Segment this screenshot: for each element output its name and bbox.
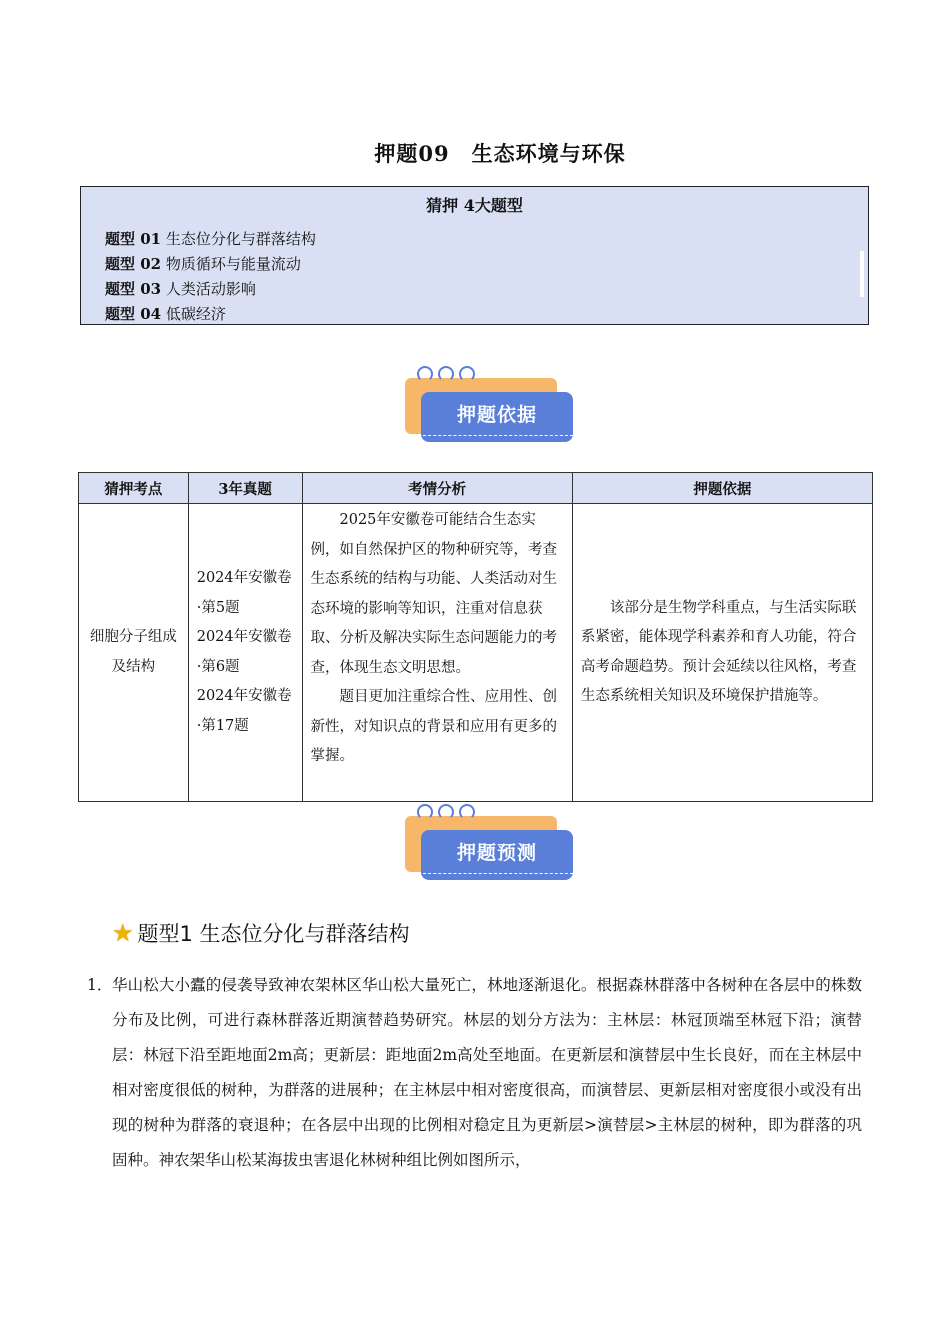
types-list xyxy=(105,227,316,327)
prediction-badge xyxy=(405,804,575,892)
badge-label: 押题预测 xyxy=(421,830,573,880)
exam-item: 2024年安徽卷·第17题 xyxy=(196,688,292,734)
page-title: 押题09 生态环境与环保 xyxy=(374,141,626,166)
table-header-row xyxy=(79,473,873,504)
type-item: 题型 01 生态位分化与群落结构 xyxy=(105,230,316,248)
table-row xyxy=(79,504,873,802)
question-text: 华山松大小蠹的侵袭导致神农架林区华山松大量死亡，林地逐渐退化。根据森林群落中各树种在各层中的株数分布及比例，可进行森林群落近期演替趋势研究。林层的划分方法为：主林层：林冠顶端至林冠下沿；演替层：林冠下沿至距地面2m高；更新层：距地面2m高处至地面。在更新层和演替层中生长良好，而在主林层中相对密度很低的树种，为群落的进展种；在主林层中相对密度很高，而演替层、更新层相对密度很小或没有出现的树种为群落的衰退种；在各层中出现的比例相对稳定且为更新层>演替层>主林层的树种，即为群落的巩固种。神农架华山松某海拔虫害退化林树种组比例如图所示， xyxy=(112,976,862,1169)
side-mark xyxy=(860,251,864,297)
exam-item: 2024年安徽卷·第5题 xyxy=(196,570,292,616)
table-header: 押题依据 xyxy=(572,473,872,504)
analysis-para: 题目更加注重综合性、应用性、创新性，对知识点的背景和应用有更多的掌握。 xyxy=(310,689,557,764)
badge-dash xyxy=(423,873,573,874)
basis-para: 该部分是生物学科重点，与生活实际联系紧密，能体现学科素养和育人功能，符合高考命题趋势。预计会延续以往风格，考查生态系统相关知识及环境保护措施等。 xyxy=(580,599,857,704)
type-item: 题型 03 人类活动影响 xyxy=(105,280,256,298)
rings-icon xyxy=(417,366,480,382)
question-number: 1． xyxy=(87,976,113,994)
analysis-para: 2025年安徽卷可能结合生态实例，如自然保护区的物种研究等，考查生态系统的结构与功能、人类活动对生态环境的影响等知识，注重对信息获取、分析及解决实际生态问题能力的考查，体现生态文明思想。 xyxy=(310,512,557,676)
table-header: 3年真题 xyxy=(188,473,302,504)
cell-point: 细胞分子组成及结构 xyxy=(79,504,189,802)
section-title-text: 题型1 生态位分化与群落结构 xyxy=(137,922,410,946)
basis-badge xyxy=(405,366,575,454)
cell-exams xyxy=(188,504,302,802)
type-item: 题型 02 物质循环与能量流动 xyxy=(105,255,301,273)
cell-basis xyxy=(572,504,872,802)
cell-analysis xyxy=(302,504,572,802)
table-header: 猜押考点 xyxy=(79,473,189,504)
badge-label: 押题依据 xyxy=(421,392,573,442)
star-icon: ★ xyxy=(112,919,134,947)
question-types-box xyxy=(80,186,869,325)
table-header: 考情分析 xyxy=(302,473,572,504)
type-item: 题型 04 低碳经济 xyxy=(105,305,226,323)
rings-icon xyxy=(417,804,480,820)
question xyxy=(87,968,862,1178)
basis-table xyxy=(78,472,873,802)
types-box-title: 猜押 4大题型 xyxy=(426,196,523,215)
exam-item: 2024年安徽卷·第6题 xyxy=(196,629,292,675)
badge-dash xyxy=(423,435,573,436)
section-title xyxy=(112,918,410,948)
